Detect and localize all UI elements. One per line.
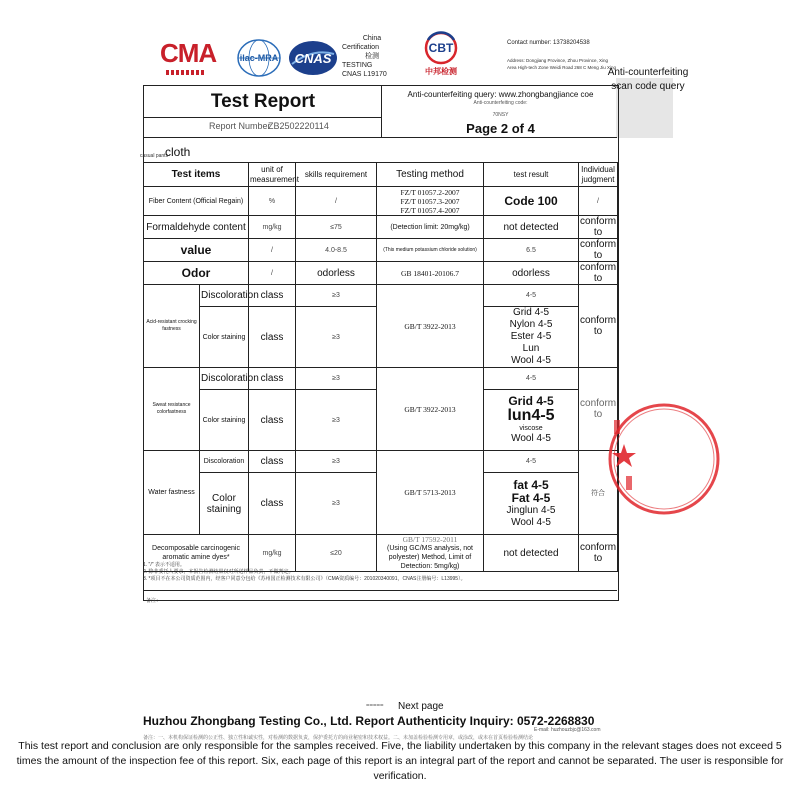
remark-label: 备注： [146, 598, 162, 604]
fiber-result: Code 100 [484, 187, 579, 216]
table-row [144, 187, 618, 216]
sweat-discoloration-result: 4-5 [484, 368, 579, 390]
sweat-discoloration-requirement: ≥3 [296, 368, 377, 390]
sweat-staining-requirement: ≥3 [296, 390, 377, 451]
fiber-method-line: FZ/T 01057.3-2007 [400, 196, 460, 206]
water-staining-result [484, 473, 579, 535]
fiber-requirement: / [296, 187, 377, 216]
odor-judgment: conform to [580, 262, 617, 284]
amine-requirement: ≤20 [296, 535, 377, 572]
sweat-method: GB/T 3922-2013 [377, 368, 484, 451]
cma-logo-text: CMA [160, 38, 217, 68]
ph-unit: / [249, 239, 296, 262]
note-line: 2. 除非委托人要求，本报告检测结果仅对所送样品负责，不做判定。 [143, 569, 294, 575]
ph-method: (This medium potassium chloride solution) [377, 239, 484, 262]
footer-company-inquiry: Huzhou Zhongbang Testing Co., Ltd. Report Authenticity Inquiry: 0572-2268830 [143, 714, 595, 728]
fiber-judgment: / [579, 187, 618, 216]
acid-judgment: conform to [579, 285, 618, 368]
table-row [144, 216, 618, 239]
odor-result: odorless [484, 262, 579, 285]
note-line: 1. "/" 表示不适用。 [143, 562, 185, 568]
fiber-method-line: FZ/T 01057.2-2007 [400, 187, 460, 197]
formaldehyde-result: not detected [484, 216, 579, 239]
acid-staining-unit: class [249, 307, 296, 368]
cnas-logo [288, 40, 338, 76]
inspection-seal-stamp [608, 400, 642, 518]
cnas-line: 检测 [365, 53, 379, 60]
amine-unit: mg/kg [249, 535, 296, 572]
contact-number: Contact number: 13738204538 [507, 40, 590, 46]
anti-counterfeit-scan-label: Anti-counterfeiting scan code query [607, 67, 689, 92]
sample-label: casual pants [140, 153, 169, 159]
water-staining-unit: class [249, 473, 296, 535]
cnas-line: China [362, 35, 382, 42]
cma-logo [160, 38, 217, 78]
acid-group-label: Acid-resistant crocking fastness [144, 285, 200, 368]
odor-requirement: odorless [296, 262, 377, 285]
amine-method-text: (Using GC/MS analysis, not polyester) Method, Limit of Detection: 5mg/kg) [387, 545, 473, 570]
header-unit: unit of measurement [249, 163, 296, 187]
water-method: GB/T 5713-2013 [377, 451, 484, 535]
water-staining-line: Jinglun 4-5 [506, 504, 556, 516]
fiber-method [377, 187, 484, 216]
sweat-staining-line: Wool 4-5 [511, 433, 551, 444]
cnas-emblem-icon [288, 40, 338, 76]
page-indicator: Page 2 of 4 [466, 121, 535, 136]
seal-star-icon [608, 400, 642, 518]
acid-staining-result [484, 307, 579, 368]
report-notes [143, 562, 617, 583]
table-row [144, 285, 618, 307]
cbt-logo-text: CBT [428, 41, 454, 55]
water-staining-line: fat 4-5 [513, 477, 549, 492]
report-number-label: Report Number [209, 121, 271, 131]
water-discoloration-requirement: ≥3 [296, 451, 377, 473]
footer-chinese-notice: 备注：一、本机构保证检测的公正性、独立性和诚实性，对检测的数据负责，保护委托方的商业秘密和技术权益。二、未加盖检验检测专用章，或涂改，或未在首页检验检测结论 [143, 735, 534, 741]
divider [143, 590, 617, 591]
sweat-staining-label: Color staining [200, 390, 249, 451]
water-staining-line: Fat 4-5 [511, 490, 551, 505]
acid-discoloration-result: 4-5 [484, 285, 579, 307]
water-staining-label: Color staining [200, 473, 249, 535]
cbt-circle-icon [418, 30, 464, 80]
formaldehyde-item: Formaldehyde content [144, 216, 249, 239]
water-discoloration-label: Discoloration [200, 451, 249, 473]
fiber-item: Fiber Content (Official Regain) [144, 187, 249, 216]
cnas-line: TESTING [342, 62, 373, 69]
divider [381, 85, 382, 137]
sweat-judgment: conform to [579, 368, 618, 451]
sweat-discoloration-unit: class [249, 368, 296, 390]
ilac-mra-logo [236, 38, 282, 78]
acid-discoloration-requirement: ≥3 [296, 285, 377, 307]
cnas-logo-text: CNAS [294, 51, 332, 66]
formaldehyde-judgment: conform to [580, 216, 617, 238]
sweat-group-label: Sweat resistance colorfastness [144, 368, 200, 451]
anti-counterfeit-code-value: 70NSY [492, 112, 509, 118]
water-group-label: Water fastness [144, 451, 200, 535]
water-staining-requirement: ≥3 [296, 473, 377, 535]
fiber-method-line: FZ/T 01057.4-2007 [400, 205, 460, 215]
header-test-items: Test items [144, 163, 249, 187]
water-judgment: 符合 [579, 451, 618, 535]
amine-method-code: GB/T 17592-2011 [402, 535, 458, 544]
sample-name: cloth [165, 145, 191, 159]
cnas-line: Certification [342, 44, 379, 51]
header-testing-method: Testing method [377, 163, 484, 187]
cnas-accreditation-text [342, 34, 402, 79]
ilac-globe-icon [236, 38, 282, 78]
header-judgment: Individual judgment [579, 163, 618, 187]
cbt-logo-subtext: 中邦检测 [425, 67, 457, 76]
acid-discoloration-label: Discoloration [200, 285, 249, 307]
water-discoloration-result: 4-5 [484, 451, 579, 473]
acid-staining-line: Wool 4-5 [511, 355, 551, 366]
header-test-result: test result [484, 163, 579, 187]
report-number-value: ZB2502220114 [268, 121, 329, 131]
sweat-staining-line: Grid 4-5 [508, 394, 554, 408]
sweat-staining-line: lun4-5 [507, 407, 555, 424]
odor-item: Odor [144, 262, 249, 285]
acid-staining-label: Color staining [200, 307, 249, 368]
table-row [144, 451, 618, 473]
fiber-unit: % [249, 187, 296, 216]
water-discoloration-unit: class [249, 451, 296, 473]
company-address: Address: Dongjiang Province, Zhou Province, Xing Area High-tech Zone Weidi Road 268 C Meng Jiu Xing [507, 58, 616, 70]
table-row [144, 262, 618, 285]
footer-disclaimer: This test report and conclusion are only responsible for the samples received. Five, the liability undertaken by this company in the relevant stages does not exceed 5 times the amount of the inspection fee of this report. Six, each page of this report is an integral part of the report and cannot be separated. The user is responsible for verification. [16, 740, 784, 782]
acid-method: GB/T 3922-2013 [377, 285, 484, 368]
acid-staining-line: Grid 4-5 [512, 307, 550, 318]
test-results-table [143, 162, 618, 572]
odor-method: GB 18401-20106.7 [377, 262, 484, 285]
amine-judgment: conform to [579, 535, 618, 572]
anti-counterfeit-code-label: Anti-counterfeiting code: [473, 100, 528, 106]
water-staining-line: Wool 4-5 [511, 516, 551, 528]
ph-judgment: conform to [580, 239, 617, 261]
ph-result: 6.5 [484, 239, 579, 262]
report-title: Test Report [210, 91, 316, 112]
ph-requirement: 4.0-8.5 [296, 239, 377, 262]
cnas-line: CNAS L19170 [342, 71, 387, 78]
note-line: 3. *项目不在本公司资质范围内，经客户同意分包给《苏州国正检测技术有限公司》（CMA资质编号：201020340091，CNAS注册编号：L13995）。 [143, 576, 466, 582]
cbt-logo [418, 30, 464, 80]
cma-logo-underline [166, 70, 206, 75]
ilac-logo-text: ilac-MRA [239, 53, 279, 63]
footer-email: E-mail: huzhouzbjc@163.com [534, 727, 601, 733]
header-requirement: skills requirement [296, 163, 377, 187]
table-row [144, 239, 618, 262]
acid-staining-requirement: ≥3 [296, 307, 377, 368]
amine-item: Decomposable carcinogenic aromatic amine dyes* [144, 535, 249, 572]
acid-staining-line: Ester 4-5 [510, 331, 552, 342]
sweat-staining-line: viscose [519, 425, 543, 432]
acid-staining-line: Lun [522, 343, 540, 354]
formaldehyde-unit: mg/kg [249, 216, 296, 239]
formaldehyde-requirement: ≤75 [296, 216, 377, 239]
sweat-staining-result [484, 390, 579, 451]
amine-result: not detected [484, 535, 579, 572]
next-page-label: Next page [398, 701, 444, 712]
next-page-dash: ===== [366, 703, 384, 709]
acid-staining-line: Nylon 4-5 [509, 319, 553, 330]
odor-unit: / [249, 262, 296, 285]
anti-counterfeit-query: Anti-counterfeiting query: www.zhongbangjiance coe [407, 90, 594, 99]
ph-item: value [144, 239, 249, 262]
acid-discoloration-unit: class [249, 285, 296, 307]
sweat-discoloration-label: Discoloration [200, 368, 249, 390]
formaldehyde-method: (Detection limit: 20mg/kg) [377, 216, 484, 239]
divider [143, 137, 617, 138]
table-header-row [144, 163, 618, 187]
sweat-staining-unit: class [249, 390, 296, 451]
divider [143, 117, 382, 118]
table-row [144, 368, 618, 390]
